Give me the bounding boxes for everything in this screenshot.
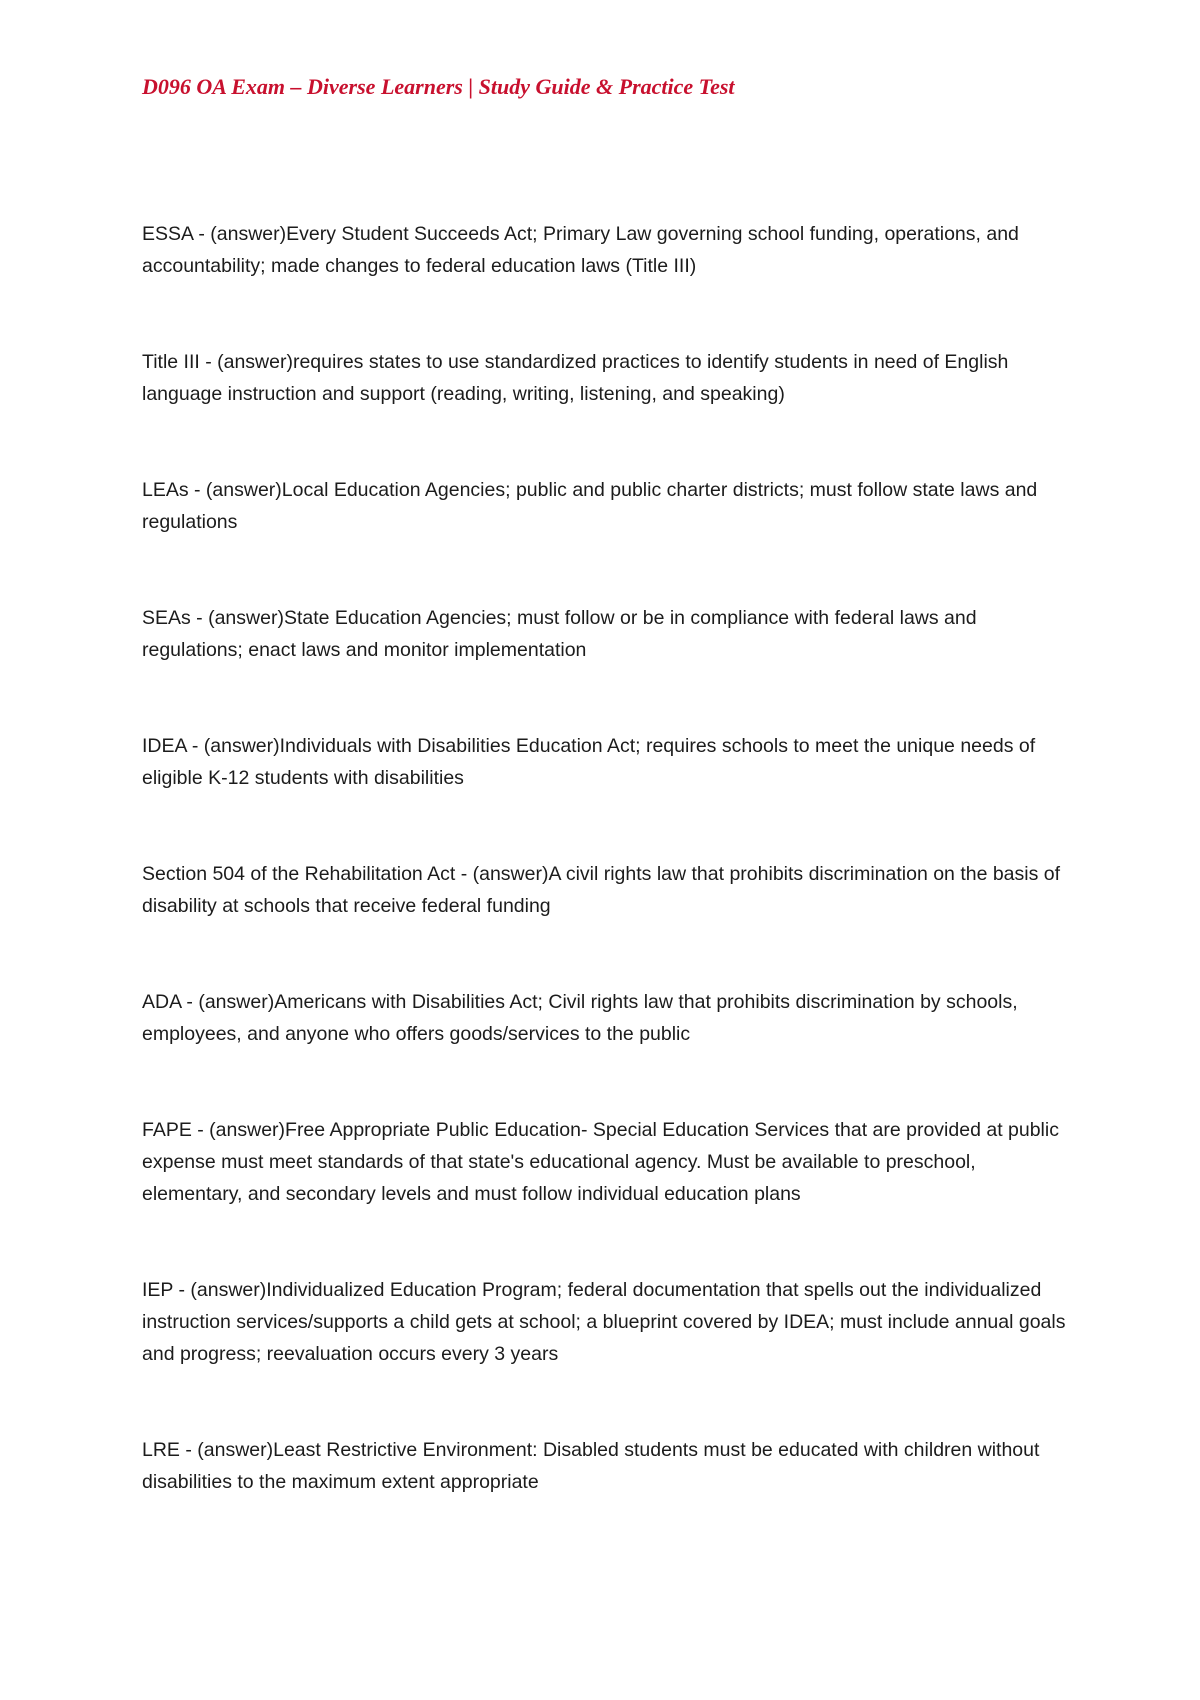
entry-section-504: Section 504 of the Rehabilitation Act - (answer)A civil rights law that prohibits discrimination on the basis of disability at schools that receive federal funding [142, 863, 1061, 917]
entry-seas: SEAs - (answer)State Education Agencies; must follow or be in compliance with federal laws and regulations; enact laws and monitor implementation [142, 607, 977, 661]
entry-essa: ESSA - (answer)Every Student Succeeds Act; Primary Law governing school funding, operations, and accountability; made changes to federal education laws (Title III) [142, 223, 1019, 277]
entry-lre: LRE - (answer)Least Restrictive Environment: Disabled students must be educated with children without disabilities to the maximum extent appropriate [142, 1439, 1040, 1493]
entry-leas: LEAs - (answer)Local Education Agencies; public and public charter districts; must follow state laws and regulations [142, 479, 1038, 533]
entry-fape: FAPE - (answer)Free Appropriate Public Education- Special Education Services that are provided at public expense must meet standards of that state's educational agency. Must be available to preschool, elementary, and secondary levels and must follow individual education plans [142, 1119, 1059, 1205]
document-title: D096 OA Exam – Diverse Learners | Study Guide & Practice Test [142, 74, 735, 99]
entry-ada: ADA - (answer)Americans with Disabilities Act; Civil rights law that prohibits discrimination by schools, employees, and anyone who offers goods/services to the public [142, 991, 1018, 1045]
entry-title-iii: Title III - (answer)requires states to use standardized practices to identify students in need of English language instruction and support (reading, writing, listening, and speaking) [142, 351, 1009, 405]
entry-iep: IEP - (answer)Individualized Education Program; federal documentation that spells out the individualized instruction services/supports a child gets at school; a blueprint covered by IDEA; must include annual goals and progress; reevaluation occurs every 3 years [142, 1279, 1066, 1365]
entry-idea: IDEA - (answer)Individuals with Disabilities Education Act; requires schools to meet the unique needs of eligible K-12 students with disabilities [142, 735, 1036, 789]
